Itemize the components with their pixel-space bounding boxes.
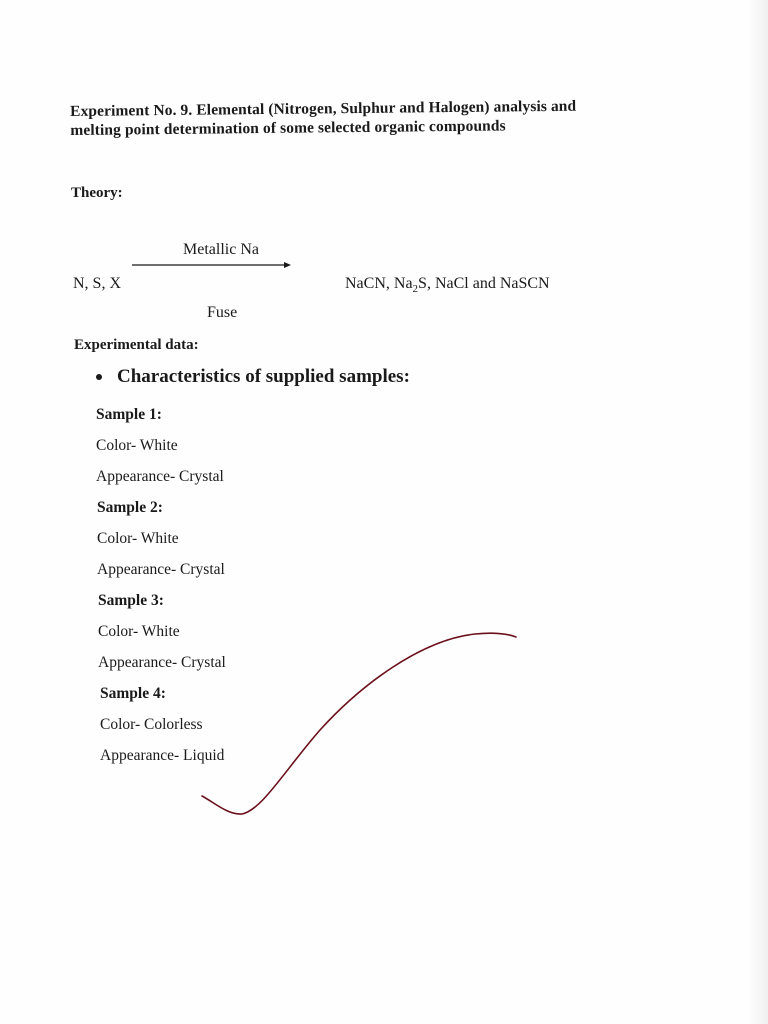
- sample-block: [96, 399, 496, 492]
- sample-appearance: Appearance- Liquid: [100, 747, 225, 764]
- products-subscript: 2: [412, 283, 419, 296]
- characteristics-heading-text: Characteristics of supplied samples:: [117, 366, 410, 387]
- sample-color: Color- White: [96, 437, 178, 454]
- sample-color: Color- White: [98, 623, 180, 640]
- reaction-reagent: Metallic Na: [183, 241, 259, 258]
- sample-block: [98, 585, 496, 678]
- sample-label: Sample 1:: [96, 406, 162, 423]
- reaction-products: [345, 275, 550, 295]
- sample-label: Sample 2:: [97, 499, 163, 516]
- experimental-data-heading: Experimental data:: [74, 337, 199, 353]
- reaction-scheme: [0, 0, 768, 340]
- title-line-2: melting point determination of some selected organic compounds: [70, 117, 506, 139]
- sample-block: [100, 678, 496, 771]
- sample-label: Sample 3:: [98, 592, 164, 609]
- sample-appearance: Appearance- Crystal: [97, 561, 225, 578]
- sample-appearance: Appearance- Crystal: [98, 654, 226, 671]
- sample-color: Color- White: [97, 530, 179, 547]
- right-arrow-icon: [132, 259, 292, 271]
- reaction-condition: Fuse: [207, 304, 238, 321]
- products-part-1: NaCN, Na: [345, 275, 413, 292]
- samples-list: [96, 399, 496, 771]
- sample-label: Sample 4:: [100, 685, 166, 702]
- products-part-2: S, NaCl and NaSCN: [418, 275, 550, 292]
- sample-appearance: Appearance- Crystal: [96, 468, 224, 485]
- characteristics-heading: [94, 366, 410, 388]
- title-line-1: Experiment No. 9. Elemental (Nitrogen, Sulphur and Halogen) analysis and: [70, 97, 577, 120]
- bullet-dot-icon: [96, 374, 102, 380]
- theory-heading: Theory:: [71, 185, 123, 201]
- sample-block: [97, 492, 496, 585]
- reaction-reactants: N, S, X: [73, 275, 122, 292]
- sample-color: Color- Colorless: [100, 716, 203, 733]
